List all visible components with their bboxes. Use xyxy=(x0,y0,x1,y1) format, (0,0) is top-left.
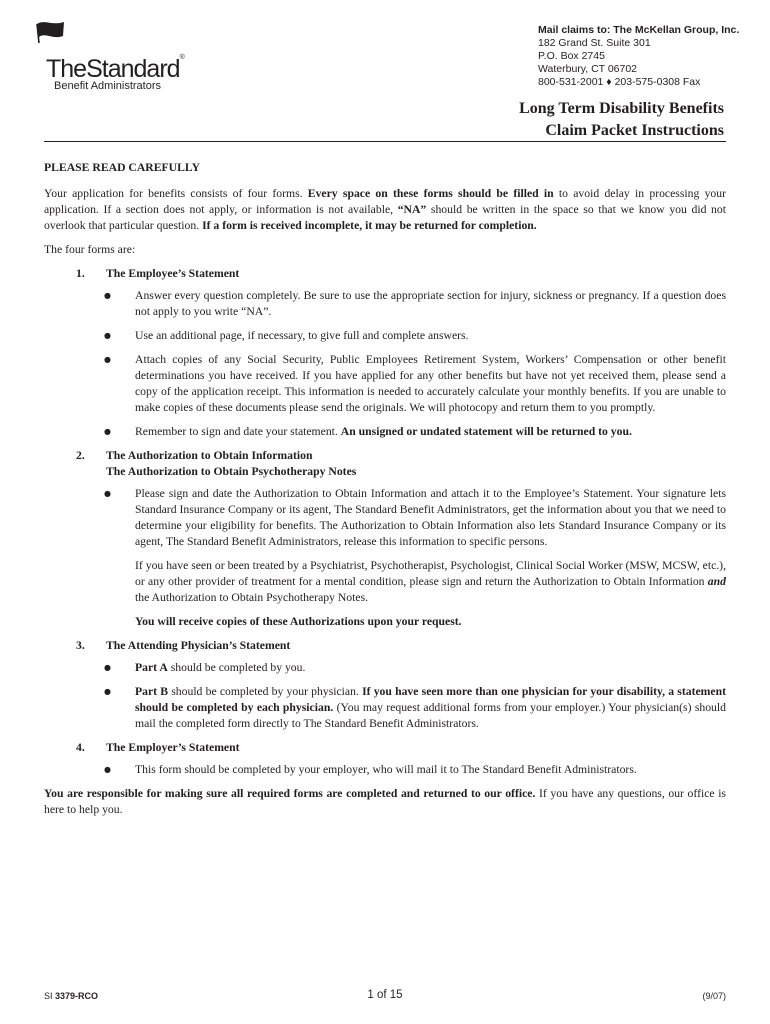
intro-bold-1: Every space on these forms should be filled in xyxy=(307,187,554,200)
intro-bold-2: “NA” xyxy=(397,203,427,216)
form-item-employer-statement xyxy=(44,740,726,778)
item-number: 1. xyxy=(76,267,85,280)
bullet-list xyxy=(106,486,726,630)
bullet-bold: An unsigned or undated statement will be returned to you. xyxy=(340,425,632,438)
bullet-item xyxy=(106,660,726,676)
bullet-list xyxy=(106,762,726,778)
closing-text: If you have any questions, our office is here to help you. xyxy=(44,787,726,816)
instructions-body xyxy=(44,160,726,826)
item-number: 2. xyxy=(76,449,85,462)
bullet-list xyxy=(106,660,726,732)
read-carefully-heading: PLEASE READ CAREFULLY xyxy=(44,161,201,174)
para-text: the Authorization to Obtain Psychotherapy Notes. xyxy=(135,591,369,604)
mailing-address xyxy=(538,24,739,89)
item-title: The Attending Physician’s Statement xyxy=(106,639,291,652)
form-item-authorization xyxy=(44,448,726,630)
bullet-text: Remember to sign and date your statement. xyxy=(135,425,341,438)
intro-text-1: Your application for benefits consists of four forms. xyxy=(44,187,308,200)
bullet-item xyxy=(106,684,726,732)
copies-note-text: You will receive copies of these Authorizations upon your request. xyxy=(135,615,462,628)
address-line-4: Waterbury, CT 06702 xyxy=(538,63,638,75)
company-logo xyxy=(36,20,186,95)
intro-text-2: to avoid delay in processing your application. If a section does not apply, or information is not available, xyxy=(44,187,727,216)
four-forms-label: The four forms are: xyxy=(44,243,136,256)
closing-bold: You are responsible for making sure all required forms are completed and returned to our office. xyxy=(44,787,536,800)
bullet-item xyxy=(106,486,726,630)
bullet-text: Please sign and date the Authorization to Obtain Information and attach it to the Employee’s Statement. Your signature lets Standard Insurance Company or its agent, The Standard Benefit Administrators, get the information about you that we need to determine your eligibility for benefits. The Authorization to Obtain Information also lets Standard Insurance Company or its agent, The Standard Benefit Administrators, release this information to specific persons. xyxy=(135,487,726,548)
form-prefix: SI xyxy=(44,991,56,1001)
bullet-bold: If you have seen more than one physician for your disability, a statement should be completed by each physician. xyxy=(135,685,726,714)
revision-date: (9/07) xyxy=(702,991,726,1001)
item-number: 3. xyxy=(76,639,85,652)
intro-bold-3: If a form is received incomplete, it may be returned for completion. xyxy=(202,219,537,232)
address-line-3: P.O. Box 2745 xyxy=(538,50,605,62)
closing-paragraph xyxy=(44,786,726,818)
item-title: The Authorization to Obtain Psychotherapy Notes xyxy=(106,465,357,478)
address-line-1: Mail claims to: The McKellan Group, Inc. xyxy=(538,24,740,36)
brand-standard: Standard xyxy=(86,55,180,83)
bullet-text: (You may request additional forms from your employer.) Your physician(s) should mail the completed form directly to The Standard Benefit Administrators. xyxy=(135,701,726,730)
title-line-1: Long Term Disability Benefits xyxy=(519,100,724,117)
bullet-item: ● This form should be completed by your employer, who will mail it to The Standard Benefit Administrators. xyxy=(106,762,726,778)
address-line-2: 182 Grand St. Suite 301 xyxy=(538,37,651,49)
para-emphasis: and xyxy=(707,575,726,588)
bullet-item: ● Use an additional page, if necessary, to give full and complete answers. xyxy=(106,328,726,344)
copies-note xyxy=(135,614,726,630)
bullet-bold: Part A xyxy=(135,661,168,674)
intro-paragraph xyxy=(44,186,726,234)
bullet-bold: Part B xyxy=(135,685,169,698)
flag-icon xyxy=(36,20,66,44)
bullet-item: ● Attach copies of any Social Security, Public Employees Retirement System, Workers’ Compensation or other benefit determinations you have received. If you have applied for any other benefits but have not yet received them, please send a copy of the application receipt. This information is needed to accurately calculate your monthly benefits. If you are unable to make copies of these documents please send the originals. We will photocopy and return them to you promptly. xyxy=(106,352,726,416)
item-number: 4. xyxy=(76,741,85,754)
header-divider xyxy=(44,141,726,142)
bullet-item: ● Answer every question completely. Be sure to use the appropriate section for injury, sickness or pregnancy. If a question does not apply to you write “NA”. xyxy=(106,288,726,320)
intro-text-3: should be written in the space so that we know you did not overlook that particular question. xyxy=(44,203,726,232)
brand-the: The xyxy=(46,55,87,83)
bullet-text: should be completed by your physician. xyxy=(168,685,363,698)
document-title xyxy=(519,98,724,142)
bullet-text: should be completed by you. xyxy=(167,661,306,674)
item-title: The Authorization to Obtain Information xyxy=(106,449,313,462)
item-title: The Employer’s Statement xyxy=(106,741,240,754)
bullet-list xyxy=(106,288,726,440)
title-line-2: Claim Packet Instructions xyxy=(545,122,724,139)
psychotherapy-paragraph xyxy=(135,558,726,606)
para-text: If you have seen or been treated by a Psychiatrist, Psychotherapist, Psychologist, Clinical Social Worker (MSW, MCSW, etc.), or any other provider of treatment for a mental condition, please sign and return the Authorization to Obtain Information xyxy=(135,559,726,588)
registered-mark: ® xyxy=(179,53,184,61)
bullet-item xyxy=(106,424,726,440)
item-title: The Employee’s Statement xyxy=(106,267,240,280)
brand-subtitle: Benefit Administrators xyxy=(54,80,161,92)
page-number: 1 of 15 xyxy=(367,989,403,1001)
form-item-physician-statement xyxy=(44,638,726,732)
form-code: 3379-RCO xyxy=(55,991,99,1001)
address-line-5: 800-531-2001 ♦ 203-575-0308 Fax xyxy=(538,76,701,88)
form-item-employee-statement xyxy=(44,266,726,440)
